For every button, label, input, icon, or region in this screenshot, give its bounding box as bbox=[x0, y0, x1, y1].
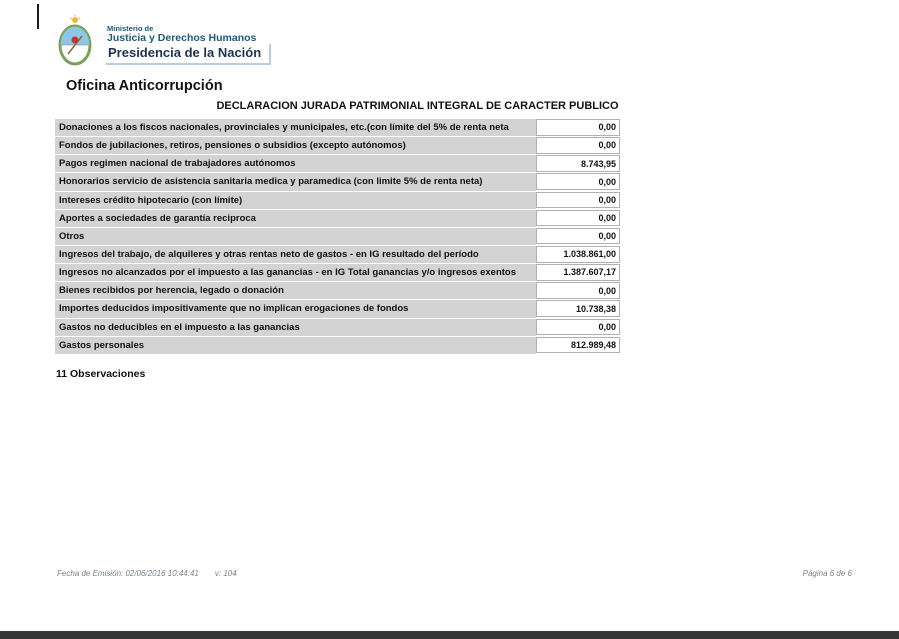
version-label: v: 104 bbox=[214, 569, 237, 578]
row-value: 0,00 bbox=[536, 173, 620, 190]
emission-date: Fecha de Emisión: 02/06/2016 10:44:41 bbox=[57, 569, 199, 578]
ministry-line1: Ministerio de bbox=[107, 24, 154, 33]
table-row bbox=[55, 192, 620, 210]
document-title: DECLARACION JURADA PATRIMONIAL INTEGRAL DE CARACTER PUBLICO bbox=[216, 100, 619, 112]
ministry-line2: Justicia y Derechos Humanos bbox=[107, 32, 257, 44]
row-value: 0,00 bbox=[536, 119, 620, 136]
row-value: 0,00 bbox=[536, 282, 620, 299]
row-value: 10.738,38 bbox=[536, 300, 620, 317]
sun-icon bbox=[70, 15, 80, 24]
row-value: 1.038.861,00 bbox=[536, 246, 620, 263]
text-cursor bbox=[37, 4, 39, 29]
observations-label: 11 Observaciones bbox=[56, 368, 146, 380]
row-value: 812.989,48 bbox=[536, 337, 620, 354]
row-label: Fondos de jubilaciones, retiros, pensiones o subsidios (excepto autónomos) bbox=[55, 137, 536, 155]
row-label: Otros bbox=[55, 228, 536, 246]
table-row bbox=[55, 210, 620, 228]
table-row bbox=[55, 300, 620, 318]
table-row bbox=[55, 246, 620, 264]
row-label: Bienes recibidos por herencia, legado o donación bbox=[55, 282, 536, 300]
row-value: 0,00 bbox=[536, 319, 620, 336]
footer-left bbox=[57, 569, 237, 578]
table-row bbox=[55, 137, 620, 155]
ministry-line3: Presidencia de la Nación bbox=[106, 44, 271, 65]
row-value: 0,00 bbox=[536, 210, 620, 227]
row-value: 0,00 bbox=[536, 137, 620, 154]
row-label: Gastos no deducibles en el impuesto a las ganancias bbox=[55, 319, 536, 337]
row-label: Honorarios servicio de asistencia sanitaria medica y paramedica (con limite 5% de renta neta) bbox=[55, 173, 536, 191]
table-row bbox=[55, 155, 620, 173]
table-row bbox=[55, 173, 620, 191]
page-number: Página 6 de 6 bbox=[802, 569, 852, 578]
declaration-table bbox=[55, 119, 620, 355]
row-value: 0,00 bbox=[536, 192, 620, 209]
table-row bbox=[55, 282, 620, 300]
row-value: 0,00 bbox=[536, 228, 620, 245]
table-row bbox=[55, 119, 620, 137]
row-label: Gastos personales bbox=[55, 337, 536, 355]
row-value: 8.743,95 bbox=[536, 155, 620, 172]
office-title: Oficina Anticorrupción bbox=[66, 78, 223, 94]
row-label: Donaciones a los fiscos nacionales, provinciales y municipales, etc.(con límite del 5% de renta neta bbox=[55, 119, 536, 137]
row-label: Pagos regimen nacional de trabajadores autónomos bbox=[55, 155, 536, 173]
row-label: Intereses crédito hipotecario (con límite) bbox=[55, 192, 536, 210]
table-row bbox=[55, 228, 620, 246]
table-row bbox=[55, 337, 620, 355]
coat-of-arms-icon bbox=[51, 14, 99, 73]
table-row bbox=[55, 319, 620, 337]
row-label: Ingresos del trabajo, de alquileres y otras rentas neto de gastos - en IG resultado del período bbox=[55, 246, 536, 264]
table-row bbox=[55, 264, 620, 282]
window-bottom-bar bbox=[0, 631, 899, 639]
row-label: Ingresos no alcanzados por el impuesto a las ganancias - en IG Total ganancias y/o ingresos exentos bbox=[55, 264, 536, 282]
row-label: Importes deducidos impositivamente que no implican erogaciones de fondos bbox=[55, 300, 536, 318]
row-label: Aportes a sociedades de garantía reciproca bbox=[55, 210, 536, 228]
row-value: 1.387.607,17 bbox=[536, 264, 620, 281]
